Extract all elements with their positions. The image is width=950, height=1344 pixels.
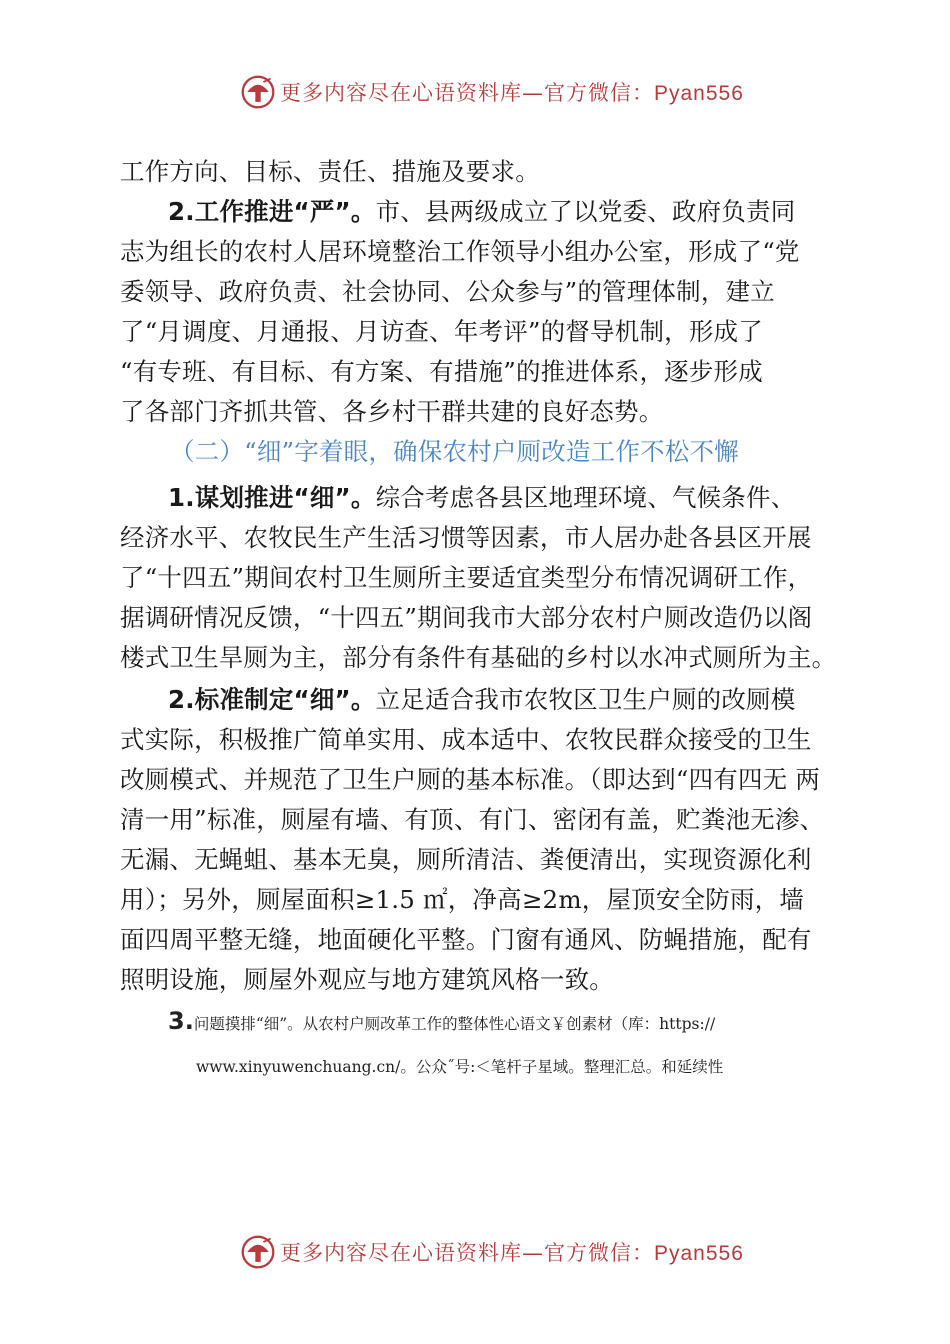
mushroom-logo-icon	[240, 74, 276, 110]
banner-wechat-id: Pyan556	[654, 1242, 744, 1265]
text-line: 楼式卫生旱厕为主，部分有条件有基础的乡村以水冲式厕所为主。	[120, 643, 837, 672]
text-span: 问题摸排“细”。从农村户厕改革工作的整体性心语文￥创素材（库：https://	[193, 1015, 716, 1033]
item-number: 3.	[168, 1007, 194, 1035]
text-line: 式实际，积极推广简单实用、成本适中、农牧民群众接受的卫生	[120, 725, 812, 754]
footer-watermark-banner	[240, 1232, 744, 1272]
text-line: 面四周平整无缝，地面硬化平整。门窗有通风、防蝇措施，配有	[120, 925, 812, 954]
text-line: 经济水平、农牧民生产生活习惯等因素，市人居办赴各县区开展	[120, 523, 812, 552]
paragraph-start	[168, 680, 795, 720]
header-watermark-banner	[240, 72, 744, 112]
text-line: 委领导、政府负责、社会协同、公众参与”的管理体制，建立	[120, 277, 775, 306]
banner-wechat-id: Pyan556	[654, 82, 744, 105]
banner-text: 更多内容尽在心语资料库—官方微信：Pyan556	[280, 1241, 744, 1265]
text-span: 综合考虑各县区地理环境、气候条件、	[375, 483, 796, 512]
text-line: 用）；另外，厕屋面积≥1.5 ㎡，净高≥2m，屋顶安全防雨，墙	[120, 885, 805, 914]
text-line: 据调研情况反馈，“十四五”期间我市大部分农村户厕改造仍以阁	[120, 603, 813, 632]
text-line: 了“月调度、月通报、月访查、年考评”的督导机制，形成了	[120, 317, 763, 346]
paragraph-start	[168, 478, 795, 518]
text-span: 市、县两级成立了以党委、政府负责同	[375, 197, 796, 226]
paragraph-start	[168, 1006, 715, 1039]
text-line: “有专班、有目标、有方案、有措施”的推进体系，逐步形成	[120, 357, 763, 386]
item-heading: 1.谋划推进“细”。	[168, 483, 376, 512]
mushroom-logo-icon	[240, 1234, 276, 1270]
item-heading: 2.工作推进“严”。	[168, 197, 376, 226]
text-line: 无漏、无蝇蛆、基本无臭，厕所清洁、粪便清出，实现资源化利	[120, 845, 812, 874]
text-span: 立足适合我市农牧区卫生户厕的改厕模	[375, 685, 796, 714]
text-line: 工作方向、目标、责任、措施及要求。	[120, 157, 540, 186]
text-line: 照明设施，厕屋外观应与地方建筑风格一致。	[120, 965, 614, 994]
section-heading: （二）“细”字着眼，确保农村户厕改造工作不松不懈	[170, 437, 739, 466]
item-heading: 2.标准制定“细”。	[168, 685, 376, 714]
text-line: 志为组长的农村人居环境整治工作领导小组办公室，形成了“党	[120, 237, 800, 266]
text-line: 了各部门齐抓共管、各乡村干群共建的良好态势。	[120, 397, 664, 426]
text-line: 清一用”标准，厕屋有墙、有顶、有门、密闭有盖，贮粪池无渗、	[120, 805, 825, 834]
text-line: 改厕模式、并规范了卫生户厕的基本标准。（即达到“四有四无 两	[120, 765, 821, 794]
text-line: www.xinyuwenchuang.cn/。公众˝号:＜笔杆子星域。整理汇总。和延续性	[196, 1058, 724, 1076]
banner-text: 更多内容尽在心语资料库—官方微信：Pyan556	[280, 81, 744, 105]
text-line: 了“十四五”期间农村卫生厕所主要适宜类型分布情况调研工作，	[120, 563, 813, 592]
paragraph-start	[168, 192, 795, 232]
